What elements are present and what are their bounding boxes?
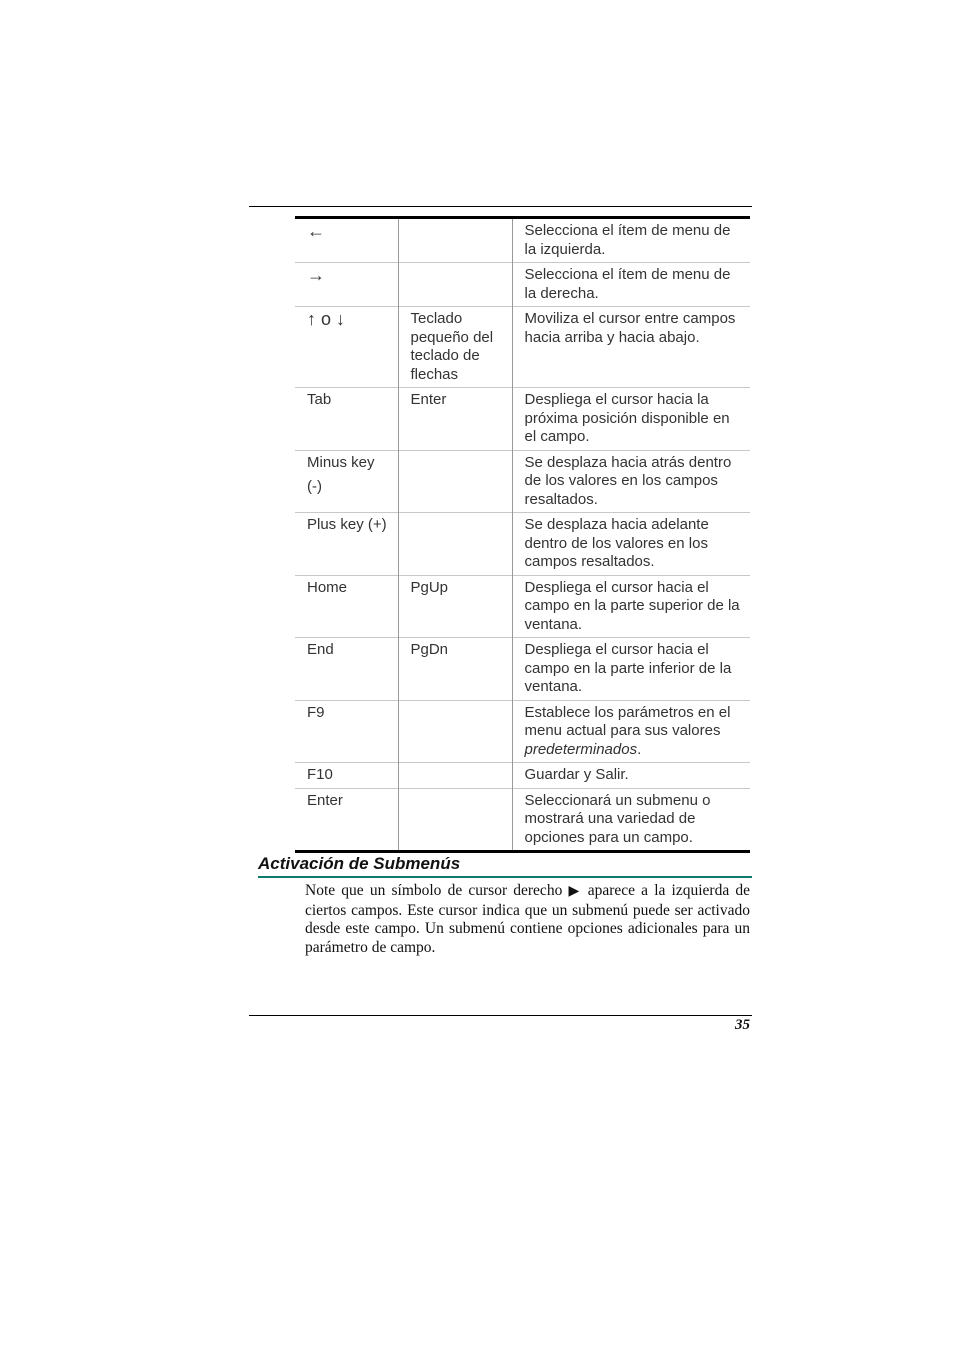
description-cell: Guardar y Salir. xyxy=(512,763,750,789)
description-cell: Despliega el cursor hacia el campo en la parte inferior de la ventana. xyxy=(512,638,750,701)
key-cell xyxy=(295,450,398,513)
section-heading: Activación de Submenús xyxy=(258,854,752,878)
alt-key-cell: PgUp xyxy=(398,575,512,638)
description-cell: Seleccionará un submenu o mostrará una variedad de opciones para un campo. xyxy=(512,788,750,852)
table-row xyxy=(295,218,750,263)
key-cell: F10 xyxy=(295,763,398,789)
description-cell: Despliega el cursor hacia la próxima posición disponible en el campo. xyxy=(512,388,750,451)
key-symbol: (-) xyxy=(307,478,322,495)
header-rule xyxy=(249,206,752,207)
description-cell: Moviliza el cursor entre campos hacia arriba y hacia abajo. xyxy=(512,307,750,388)
paragraph-text-start: Note que un símbolo de cursor derecho xyxy=(305,882,563,899)
alt-key-cell: Teclado pequeño del teclado de flechas xyxy=(398,307,512,388)
page-number: 35 xyxy=(735,1017,750,1033)
key-cell: Plus key (+) xyxy=(295,513,398,576)
right-cursor-icon: ▶ xyxy=(568,884,582,899)
alt-key-cell xyxy=(398,263,512,307)
description-cell: Se desplaza hacia adelante dentro de los valores en los campos resaltados. xyxy=(512,513,750,576)
table-row xyxy=(295,763,750,789)
paragraph-text-end: aparece a la izquierda de ciertos campos. Este cursor indica que un submenú puede ser activado desde este campo. Un submenú contiene opciones adicionales para un parámetro de campo. xyxy=(305,882,750,956)
description-cell: Selecciona el ítem de menu de la derecha. xyxy=(512,263,750,307)
table-row xyxy=(295,700,750,763)
key-cell: Enter xyxy=(295,788,398,852)
key-cell: ← xyxy=(307,221,325,241)
alt-key-cell xyxy=(398,218,512,263)
description-text: Establece los parámetros en el menu actual para sus valores xyxy=(524,703,731,739)
description-emphasis: predeterminados xyxy=(524,740,638,758)
table-row xyxy=(295,788,750,852)
key-label: Minus key xyxy=(307,453,375,471)
alt-key-cell xyxy=(398,450,512,513)
alt-key-cell xyxy=(398,513,512,576)
description-end: . xyxy=(637,740,642,758)
key-cell: End xyxy=(295,638,398,701)
description-cell: Despliega el cursor hacia el campo en la parte superior de la ventana. xyxy=(512,575,750,638)
table-row xyxy=(295,388,750,451)
description-cell xyxy=(512,700,750,763)
description-cell: Se desplaza hacia atrás dentro de los valores en los campos resaltados. xyxy=(512,450,750,513)
key-cell: Tab xyxy=(295,388,398,451)
alt-key-cell xyxy=(398,788,512,852)
key-cell: Home xyxy=(295,575,398,638)
section-paragraph xyxy=(305,882,750,957)
table-row xyxy=(295,263,750,307)
table-row xyxy=(295,575,750,638)
table-row xyxy=(295,638,750,701)
key-table xyxy=(295,216,750,853)
alt-key-cell: Enter xyxy=(398,388,512,451)
key-cell: → xyxy=(295,263,398,307)
key-cell: F9 xyxy=(295,700,398,763)
footer-rule xyxy=(249,1015,752,1016)
alt-key-cell: PgDn xyxy=(398,638,512,701)
description-cell: Selecciona el ítem de menu de la izquierda. xyxy=(512,218,750,263)
table-row xyxy=(295,513,750,576)
table-row xyxy=(295,450,750,513)
table-row xyxy=(295,307,750,388)
alt-key-cell xyxy=(398,700,512,763)
alt-key-cell xyxy=(398,763,512,789)
key-cell: ↑ o ↓ xyxy=(295,307,398,388)
